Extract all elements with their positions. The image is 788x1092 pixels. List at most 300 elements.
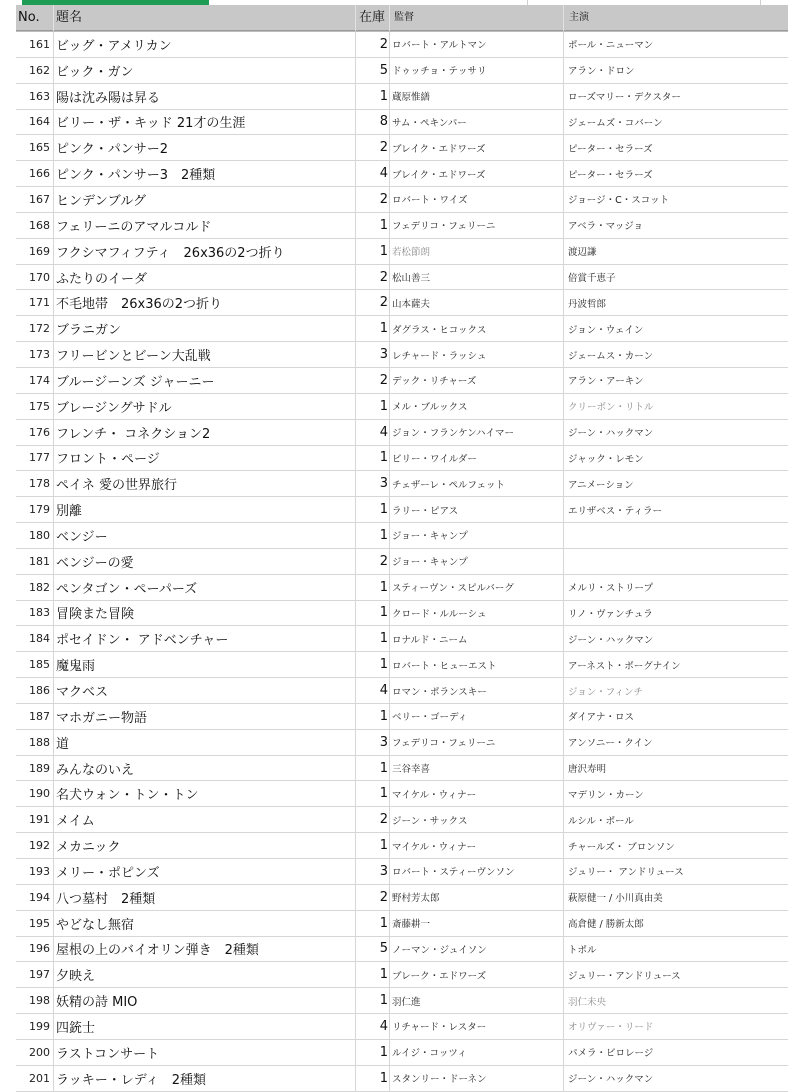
cell-no[interactable]: 163 [29, 89, 50, 103]
cell-director[interactable]: クロード・ルルーシュ [392, 608, 487, 620]
cell-no[interactable]: 174 [29, 373, 50, 387]
cell-no[interactable]: 194 [29, 890, 50, 904]
table-row[interactable] [16, 213, 788, 239]
cell-director[interactable]: ロナルド・ニーム [392, 634, 468, 646]
cell-stock[interactable]: 1 [379, 838, 388, 854]
cell-lead[interactable]: パメラ・ビロレージ [568, 1048, 654, 1060]
cell-director[interactable]: ロバート・スティーヴンソン [392, 867, 515, 879]
cell-stock[interactable]: 1 [379, 217, 388, 233]
cell-title[interactable]: メリー・ポピンズ [56, 865, 160, 881]
cell-divider [563, 937, 564, 962]
cell-divider [563, 626, 564, 651]
table-row[interactable] [16, 523, 788, 549]
cell-divider [563, 420, 564, 445]
cell-stock[interactable]: 1 [379, 605, 388, 621]
cell-title[interactable]: 陽は沈み陽は昇る [56, 90, 161, 106]
cell-no[interactable]: 189 [29, 761, 50, 775]
cell-no[interactable]: 192 [29, 839, 50, 853]
cell-director[interactable]: 羽仁進 [392, 996, 421, 1008]
table-row[interactable] [16, 937, 788, 963]
cell-lead[interactable]: アンソニー・クイン [568, 738, 653, 750]
cell-director[interactable]: 斎藤耕一 [392, 919, 431, 931]
cell-director[interactable]: ジョン・フランケンハイマー [392, 428, 514, 440]
cell-divider [389, 187, 390, 212]
cell-director[interactable]: ドゥッチョ・テッサリ [392, 66, 487, 78]
cell-no[interactable]: 161 [29, 37, 50, 51]
cell-divider [563, 704, 564, 729]
cell-stock[interactable]: 4 [379, 683, 388, 699]
cell-lead[interactable]: 丹波哲郎 [568, 298, 607, 310]
cell-no[interactable]: 198 [29, 994, 50, 1008]
cell-lead[interactable]: トポル [568, 944, 597, 956]
cell-lead[interactable]: ジーン・ハックマン [568, 1074, 654, 1086]
cell-no[interactable]: 200 [29, 1045, 50, 1059]
cell-divider [389, 84, 390, 109]
cell-divider [563, 368, 564, 393]
table-row[interactable] [16, 497, 788, 523]
cell-stock[interactable]: 1 [379, 398, 388, 414]
cell-lead[interactable]: リノ・ヴァンチュラ [568, 608, 653, 620]
cell-divider [563, 497, 564, 522]
cell-stock[interactable]: 1 [379, 786, 388, 802]
cell-lead[interactable]: ジョン・フィンチ [568, 686, 644, 698]
cell-divider [563, 1040, 564, 1065]
cell-director[interactable]: ブレイク・エドワーズ [392, 143, 486, 155]
cell-stock[interactable]: 4 [379, 1018, 388, 1034]
cell-lead[interactable]: ジェームズ・コバーン [568, 117, 663, 129]
cell-title[interactable]: ベンジー [56, 529, 108, 545]
cell-no[interactable]: 191 [29, 813, 50, 827]
cell-no[interactable]: 179 [29, 503, 50, 517]
cell-stock[interactable]: 1 [379, 631, 388, 647]
cell-lead[interactable]: ローズマリー・デクスター [568, 92, 681, 104]
cell-divider [53, 368, 54, 393]
cell-director[interactable]: レチャード・ラッシュ [392, 350, 487, 362]
cell-divider [53, 1014, 54, 1039]
table-row[interactable] [16, 807, 788, 833]
cell-divider [563, 523, 564, 548]
table-row[interactable] [16, 962, 788, 988]
cell-no[interactable]: 162 [29, 63, 50, 77]
cell-title[interactable]: ピンク・パンサー3 2種類 [56, 168, 216, 184]
cell-no[interactable]: 173 [29, 348, 50, 362]
cell-director[interactable]: フェデリコ・フェリーニ [392, 738, 496, 750]
table-row[interactable] [16, 756, 788, 782]
cell-director[interactable]: ブレーク・エドワーズ [392, 970, 487, 982]
cell-divider [563, 833, 564, 858]
cell-stock[interactable]: 1 [379, 243, 388, 259]
cell-director[interactable]: ラリー・ピアス [392, 505, 459, 517]
cell-title[interactable]: マホガニー物語 [56, 710, 148, 726]
cell-divider [563, 885, 564, 910]
cell-stock[interactable]: 1 [379, 993, 388, 1009]
cell-stock[interactable]: 2 [379, 889, 388, 905]
cell-lead[interactable]: ジュリー・アンドリュース [568, 970, 681, 982]
cell-no[interactable]: 201 [29, 1071, 50, 1085]
cell-director[interactable]: ビリー・ワイルダー [392, 453, 477, 465]
cell-director[interactable]: ジョー・キャンプ [392, 531, 468, 543]
cell-director[interactable]: 若松節朗 [392, 247, 431, 259]
cell-no[interactable]: 197 [29, 968, 50, 982]
cell-lead[interactable]: エリザベス・ティラー [568, 505, 663, 517]
cell-lead[interactable]: オリヴァー・リード [568, 1022, 654, 1034]
cell-divider [53, 704, 54, 729]
cell-director[interactable]: ロバート・ワイズ [392, 195, 468, 207]
table-row[interactable] [16, 265, 788, 291]
cell-divider [53, 32, 54, 57]
cell-no[interactable]: 196 [29, 942, 50, 956]
table-row[interactable] [16, 84, 788, 110]
cell-director[interactable]: マイケル・ウィナー [392, 841, 477, 853]
cell-divider [389, 239, 390, 264]
cell-divider [563, 110, 564, 135]
cell-divider [389, 394, 390, 419]
cell-divider [53, 471, 54, 496]
cell-stock[interactable]: 1 [379, 1070, 388, 1086]
cell-stock[interactable]: 3 [379, 863, 388, 879]
cell-title[interactable]: 八つ墓村 2種類 [56, 891, 156, 907]
cell-title[interactable]: ブレージングサドル [56, 400, 172, 416]
cell-lead[interactable]: ジョン・ウェイン [568, 324, 644, 336]
cell-divider [389, 833, 390, 858]
cell-title[interactable]: フクシマフィフティ 26x36の2つ折り [56, 245, 285, 261]
cell-lead[interactable]: ピーター・セラーズ [568, 143, 653, 155]
table-row[interactable] [16, 58, 788, 84]
cell-no[interactable]: 180 [29, 528, 50, 542]
table-row[interactable] [16, 885, 788, 911]
cell-title[interactable]: ペンタゴン・ペーパーズ [56, 581, 198, 597]
cell-divider [389, 290, 390, 315]
cell-no[interactable]: 182 [29, 580, 50, 594]
cell-no[interactable]: 178 [29, 477, 50, 491]
cell-divider [389, 471, 390, 496]
cell-lead[interactable]: クリーボン・リトル [568, 402, 654, 414]
cell-lead[interactable]: 倍賞千恵子 [568, 273, 616, 285]
cell-lead[interactable]: アーネスト・ボーグナイン [568, 660, 681, 672]
cell-stock[interactable]: 1 [379, 579, 388, 595]
cell-title[interactable]: ビリー・ザ・キッド 21才の生涯 [56, 116, 246, 132]
cell-director[interactable]: ロマン・ポランスキー [392, 686, 487, 698]
row-gutter [0, 5, 16, 31]
cell-divider [53, 213, 54, 238]
cell-title[interactable]: ラストコンサート [56, 1046, 160, 1062]
cell-title[interactable]: みんなのいえ [56, 762, 135, 778]
table-row[interactable] [16, 1040, 788, 1066]
cell-director[interactable]: ブレイク・エドワーズ [392, 169, 486, 181]
cell-director[interactable]: リチャード・レスター [392, 1022, 487, 1034]
cell-lead[interactable]: アラン・ドロン [568, 66, 635, 78]
cell-lead[interactable]: 萩原健一 / 小川真由美 [568, 893, 663, 905]
cell-title[interactable]: 四銃士 [56, 1020, 96, 1036]
cell-divider [389, 110, 390, 135]
cell-divider [389, 988, 390, 1013]
cell-title[interactable]: フレンチ・ コネクション2 [56, 426, 211, 442]
cell-no[interactable]: 188 [29, 735, 50, 749]
cell-no[interactable]: 193 [29, 864, 50, 878]
cell-title[interactable]: ふたりのイーダ [56, 271, 148, 287]
cell-director[interactable]: フェデリコ・フェリーニ [392, 221, 496, 233]
cell-title[interactable]: メカニック [56, 840, 121, 856]
cell-divider [53, 110, 54, 135]
cell-stock[interactable]: 2 [379, 372, 388, 388]
cell-divider [563, 678, 564, 703]
table-row[interactable] [16, 859, 788, 885]
cell-stock[interactable]: 8 [379, 114, 388, 130]
cell-divider [563, 601, 564, 626]
cell-no[interactable]: 176 [29, 425, 50, 439]
cell-director[interactable]: ノーマン・ジュイソン [392, 944, 487, 956]
cell-lead[interactable]: 渡辺謙 [568, 247, 597, 259]
cell-lead[interactable]: ジュリー・ アンドリュース [568, 867, 684, 879]
cell-director[interactable]: ロバート・アルトマン [392, 40, 487, 52]
cell-lead[interactable]: ピーター・セラーズ [568, 169, 653, 181]
table-row[interactable] [16, 988, 788, 1014]
table-row[interactable] [16, 135, 788, 161]
cell-divider [389, 1066, 390, 1091]
cell-stock[interactable]: 1 [379, 502, 388, 518]
cell-no[interactable]: 181 [29, 554, 50, 568]
cell-title[interactable]: 魔鬼雨 [56, 659, 96, 675]
cell-no[interactable]: 167 [29, 192, 50, 206]
cell-director[interactable]: 蔵原惟繕 [392, 92, 431, 104]
header-lead: 主演 [569, 12, 589, 23]
table-row[interactable] [16, 471, 788, 497]
table-row[interactable] [16, 911, 788, 937]
cell-no[interactable]: 199 [29, 1019, 50, 1033]
cell-lead[interactable]: 唐沢寿明 [568, 764, 607, 776]
cell-director[interactable]: ルイジ・コッツィ [392, 1048, 467, 1060]
table-row[interactable] [16, 368, 788, 394]
cell-title[interactable]: ベンジーの愛 [56, 555, 134, 571]
cell-stock[interactable]: 4 [379, 424, 388, 440]
cell-director[interactable]: 山本薩夫 [392, 298, 431, 310]
cell-director[interactable]: デック・リチャーズ [392, 376, 477, 388]
cell-title[interactable]: 夕映え [56, 969, 96, 985]
cell-director[interactable]: ジョー・キャンプ [392, 557, 468, 569]
cell-divider [563, 213, 564, 238]
cell-divider [389, 1040, 390, 1065]
cell-stock[interactable]: 3 [379, 347, 388, 363]
cell-title[interactable]: ピンク・パンサー2 [56, 142, 169, 158]
cell-stock[interactable]: 1 [379, 450, 388, 466]
cell-stock[interactable]: 3 [379, 734, 388, 750]
cell-no[interactable]: 171 [29, 296, 50, 310]
cell-lead[interactable]: ダイアナ・ロス [568, 712, 635, 724]
cell-stock[interactable]: 1 [379, 321, 388, 337]
cell-stock[interactable]: 1 [379, 967, 388, 983]
cell-divider [53, 135, 54, 160]
cell-lead[interactable]: 羽仁未央 [568, 996, 607, 1008]
cell-no[interactable]: 170 [29, 270, 50, 284]
cell-divider [563, 394, 564, 419]
cell-stock[interactable]: 2 [379, 812, 388, 828]
cell-director[interactable]: ダグラス・ヒコックス [392, 324, 487, 336]
table-row[interactable] [16, 833, 788, 859]
cell-divider [53, 290, 54, 315]
cell-stock[interactable]: 1 [379, 657, 388, 673]
cell-title[interactable]: ペイネ 愛の世界旅行 [56, 478, 178, 494]
cell-title[interactable]: マクベス [56, 685, 109, 701]
cell-divider [389, 368, 390, 393]
cell-no[interactable]: 187 [29, 709, 50, 723]
cell-director[interactable]: ロバート・ヒューエスト [392, 660, 497, 672]
cell-director[interactable]: 三谷幸喜 [392, 764, 431, 776]
cell-lead[interactable]: ジーン・ハックマン [568, 428, 654, 440]
cell-lead[interactable] [568, 523, 784, 548]
table-row[interactable] [16, 1014, 788, 1040]
cell-stock[interactable]: 2 [379, 269, 388, 285]
cell-title[interactable]: ビッグ・アメリカン [56, 38, 172, 54]
table-row[interactable] [16, 575, 788, 601]
cell-title[interactable]: 妖精の詩 MIO [56, 995, 138, 1011]
cell-divider [389, 342, 390, 367]
table-row[interactable] [16, 730, 788, 756]
cell-divider [389, 962, 390, 987]
cell-title[interactable]: 不毛地帯 26x36の2つ折り [56, 297, 223, 313]
cell-lead[interactable]: ルシル・ボール [568, 815, 634, 827]
cell-no[interactable]: 166 [29, 167, 50, 181]
cell-title[interactable]: ラッキー・レディ 2種類 [56, 1072, 206, 1088]
cell-no[interactable]: 168 [29, 218, 50, 232]
cell-no[interactable]: 190 [29, 787, 50, 801]
cell-divider [389, 135, 390, 160]
table-row[interactable] [16, 1066, 788, 1092]
table-row[interactable] [16, 239, 788, 265]
table-row[interactable] [16, 290, 788, 316]
cell-title[interactable]: 名犬ウォン・トン・トン [56, 788, 199, 804]
cell-stock[interactable]: 1 [379, 527, 388, 543]
cell-divider [53, 1066, 54, 1091]
cell-no[interactable]: 172 [29, 322, 50, 336]
cell-divider [53, 601, 54, 626]
cell-stock[interactable]: 4 [379, 166, 388, 182]
cell-lead[interactable]: ジョージ・C・スコット [568, 195, 670, 207]
cell-director[interactable]: マイケル・ウィナー [392, 789, 477, 801]
cell-title[interactable]: 別離 [56, 504, 83, 520]
cell-title[interactable]: ヒンデンブルグ [56, 193, 146, 209]
cell-lead[interactable]: ジーン・ハックマン [568, 634, 654, 646]
cell-lead[interactable]: 高倉健 / 勝新太郎 [568, 919, 644, 931]
cell-title[interactable]: ブルージーンズ ジャーニー [56, 374, 215, 390]
table-row[interactable] [16, 549, 788, 575]
table-row[interactable] [16, 601, 788, 627]
cell-lead[interactable]: アニメーション [568, 479, 634, 491]
table-row[interactable] [16, 420, 788, 446]
cell-director[interactable]: スティーヴン・スピルバーグ [392, 583, 514, 595]
cell-no[interactable]: 185 [29, 658, 50, 672]
cell-divider [53, 678, 54, 703]
cell-director[interactable]: チェザーレ・ペルフェット [392, 479, 506, 491]
cell-stock[interactable]: 2 [379, 191, 388, 207]
cell-stock[interactable]: 1 [379, 708, 388, 724]
cell-title[interactable]: ビック・ガン [56, 64, 134, 80]
cell-director[interactable]: サム・ペキンパー [392, 117, 467, 129]
cell-lead[interactable]: アベラ・マッジョ [568, 221, 644, 233]
cell-divider [389, 807, 390, 832]
cell-director[interactable]: ジーン・サックス [392, 815, 468, 827]
table-row[interactable] [16, 652, 788, 678]
cell-lead[interactable]: ジャック・レモン [568, 453, 644, 465]
cell-stock[interactable]: 1 [379, 1044, 388, 1060]
cell-stock[interactable]: 2 [379, 140, 388, 156]
cell-divider [563, 1014, 564, 1039]
table-row[interactable] [16, 704, 788, 730]
cell-stock[interactable]: 2 [379, 295, 388, 311]
cell-director[interactable]: メル・ブルックス [392, 402, 468, 414]
table-row[interactable] [16, 781, 788, 807]
cell-lead[interactable]: ジェームス・カーン [568, 350, 654, 362]
table-row[interactable] [16, 316, 788, 342]
cell-title[interactable]: フリービンとビーン大乱戦 [56, 349, 211, 365]
table-row[interactable] [16, 161, 788, 187]
cell-divider [389, 497, 390, 522]
cell-no[interactable]: 164 [29, 115, 50, 129]
table-row[interactable] [16, 446, 788, 472]
table-row[interactable] [16, 394, 788, 420]
cell-director[interactable]: 野村芳太郎 [392, 893, 440, 905]
cell-lead[interactable]: メルリ・ストリープ [568, 583, 654, 595]
table-row[interactable] [16, 342, 788, 368]
cell-stock[interactable]: 2 [379, 553, 388, 569]
cell-no[interactable]: 183 [29, 606, 50, 620]
table-row[interactable] [16, 32, 788, 58]
cell-stock[interactable]: 5 [379, 941, 388, 957]
table-row[interactable] [16, 626, 788, 652]
table-row[interactable] [16, 187, 788, 213]
cell-title[interactable]: 冒険また冒険 [56, 607, 135, 623]
cell-director[interactable]: ベリー・ゴーディ [392, 712, 468, 724]
cell-title[interactable]: ポセイドン・ アドベンチャー [56, 633, 229, 649]
cell-title[interactable]: 屋根の上のバイオリン弾き 2種類 [56, 943, 259, 959]
table-row[interactable] [16, 678, 788, 704]
table-row[interactable] [16, 110, 788, 136]
cell-title[interactable]: 道 [56, 736, 70, 752]
cell-no[interactable]: 184 [29, 632, 50, 646]
cell-lead[interactable]: マデリン・カーン [568, 789, 644, 801]
cell-lead[interactable]: チャールズ・ ブロンソン [568, 841, 675, 853]
cell-title[interactable]: フェリーニのアマルコルド [56, 219, 212, 235]
cell-stock[interactable]: 1 [379, 915, 388, 931]
cell-divider [563, 446, 564, 471]
cell-lead[interactable]: アラン・アーキン [568, 376, 644, 388]
cell-director[interactable]: スタンリー・ドーネン [392, 1074, 487, 1086]
cell-no[interactable]: 177 [29, 451, 50, 465]
cell-stock[interactable]: 3 [379, 476, 388, 492]
cell-divider [563, 58, 564, 83]
cell-title[interactable]: やどなし無宿 [56, 917, 135, 933]
header-divider [53, 5, 54, 31]
cell-divider [389, 756, 390, 781]
cell-no[interactable]: 169 [29, 244, 50, 258]
cell-stock[interactable]: 1 [379, 760, 388, 776]
cell-no[interactable]: 165 [29, 141, 50, 155]
cell-title[interactable]: メイム [56, 814, 95, 830]
cell-no[interactable]: 195 [29, 916, 50, 930]
cell-lead[interactable]: ポール・ニューマン [568, 40, 654, 52]
cell-no[interactable]: 186 [29, 684, 50, 698]
cell-divider [563, 161, 564, 186]
cell-stock[interactable]: 5 [379, 62, 388, 78]
cell-title[interactable]: ブラニガン [56, 323, 122, 339]
cell-stock[interactable]: 1 [379, 88, 388, 104]
cell-lead[interactable] [568, 549, 784, 574]
cell-director[interactable]: 松山善三 [392, 273, 431, 285]
cell-divider [53, 420, 54, 445]
cell-stock[interactable]: 2 [379, 36, 388, 52]
cell-title[interactable]: フロント・ページ [56, 452, 160, 468]
cell-no[interactable]: 175 [29, 399, 50, 413]
cell-divider [563, 1066, 564, 1091]
